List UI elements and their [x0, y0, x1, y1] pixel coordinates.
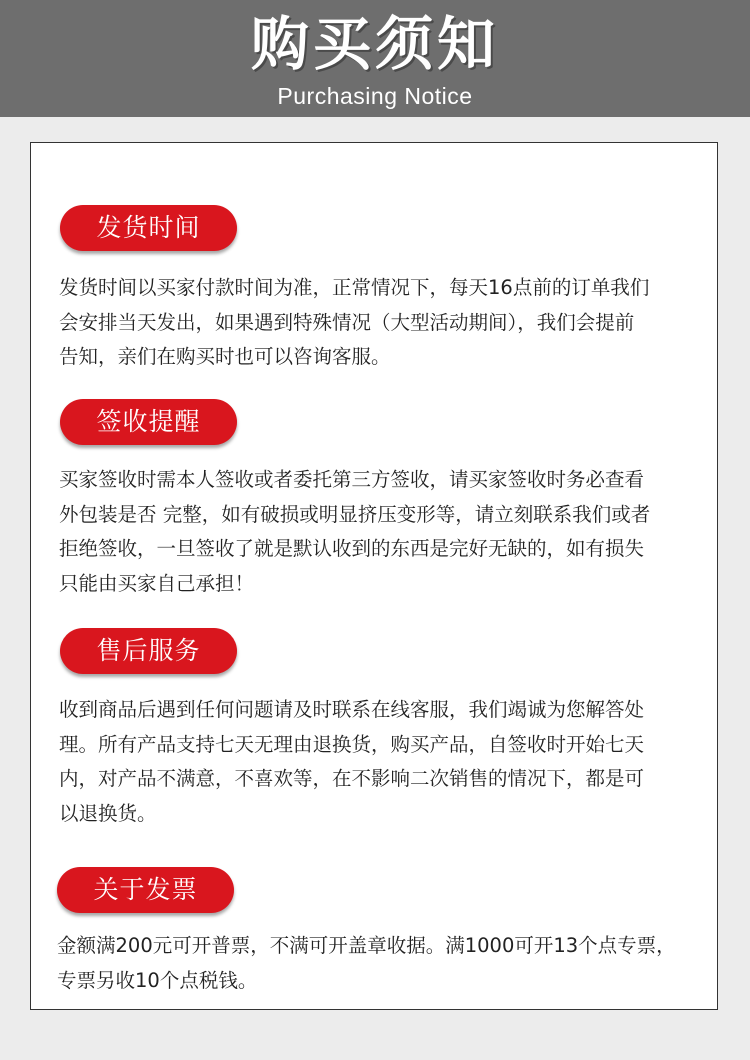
- section-heading-pill: 关于发票: [57, 867, 234, 913]
- section-heading-pill: 签收提醒: [60, 399, 237, 445]
- body-line: 外包装是否 完整，如有破损或明显挤压变形等，请立刻联系我们或者: [59, 502, 651, 526]
- body-line: 买家签收时需本人签收或者委托第三方签收，请买家签收时务必查看: [59, 468, 645, 491]
- section-body: [57, 929, 707, 998]
- page-title: 购买须知: [250, 10, 499, 78]
- body-line: 收到商品后遇到任何问题请及时联系在线客服，我们竭诚为您解答处: [59, 698, 645, 721]
- body-line: 金额满200元可开普票，不满可开盖章收据。满1000可开13个点专票，: [57, 934, 676, 957]
- body-line: 以退换货。: [59, 801, 157, 825]
- notice-panel: [30, 142, 718, 1010]
- section-body: [59, 271, 699, 375]
- body-line: 会安排当天发出，如果遇到特殊情况（大型活动期间），我们会提前: [59, 310, 635, 334]
- section-heading-pill: 售后服务: [60, 628, 237, 674]
- body-line: 专票另收10个点税钱。: [57, 968, 258, 992]
- body-line: 告知，亲们在购买时也可以咨询客服。: [59, 345, 391, 368]
- section-body: [59, 463, 699, 601]
- section-body: [59, 693, 699, 831]
- body-line: 内，对产品不满意，不喜欢等，在不影响二次销售的情况下，都是可: [59, 767, 645, 790]
- page-subtitle: Purchasing Notice: [277, 83, 473, 109]
- body-line: 只能由买家自己承担！: [59, 571, 255, 595]
- body-line: 理。所有产品支持七天无理由退换货，购买产品，自签收时开始七天: [59, 732, 645, 756]
- body-line: 拒绝签收，一旦签收了就是默认收到的东西是完好无缺的，如有损失: [59, 537, 645, 560]
- section-heading-pill: 发货时间: [60, 205, 237, 251]
- header-banner: [0, 0, 750, 117]
- body-line: 发货时间以买家付款时间为准，正常情况下，每天16点前的订单我们: [59, 276, 650, 299]
